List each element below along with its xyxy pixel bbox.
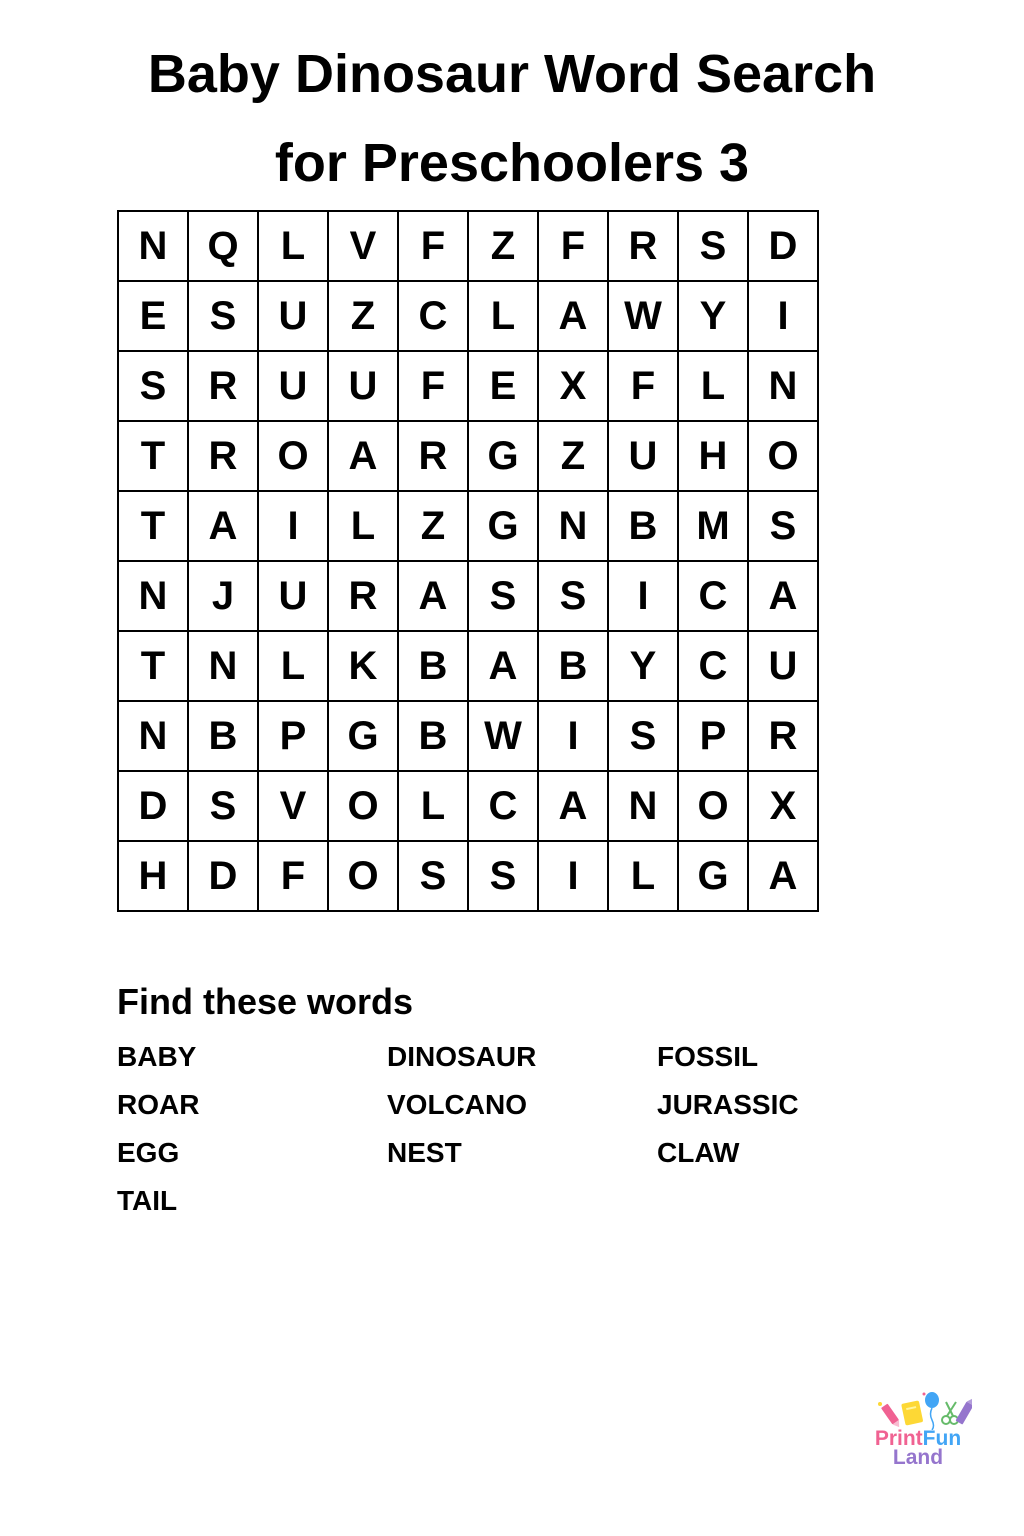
- logo-text-print: Print: [874, 1427, 923, 1450]
- grid-cell[interactable]: H: [118, 841, 188, 911]
- grid-row: [118, 491, 818, 561]
- grid-cell[interactable]: S: [748, 491, 818, 561]
- word-list-heading: Find these words: [117, 981, 414, 1022]
- grid-cell[interactable]: S: [608, 701, 678, 771]
- grid-cell[interactable]: Z: [398, 491, 468, 561]
- grid-cell[interactable]: P: [258, 701, 328, 771]
- grid-cell[interactable]: S: [468, 561, 538, 631]
- grid-row: [118, 351, 818, 421]
- grid-row: [118, 561, 818, 631]
- grid-cell[interactable]: F: [398, 211, 468, 281]
- word-list-item: NEST: [387, 1137, 462, 1168]
- word-list-item: DINOSAUR: [387, 1041, 537, 1072]
- word-list: [117, 1038, 927, 1230]
- grid-cell[interactable]: S: [468, 841, 538, 911]
- grid-cell[interactable]: U: [328, 351, 398, 421]
- logo-text-fun: Fun: [922, 1427, 962, 1450]
- grid-cell[interactable]: B: [188, 701, 258, 771]
- grid-cell[interactable]: H: [678, 421, 748, 491]
- word-list-item: JURASSIC: [657, 1089, 799, 1120]
- word-list-item: EGG: [117, 1137, 180, 1168]
- grid-cell[interactable]: L: [258, 211, 328, 281]
- grid-cell[interactable]: C: [398, 281, 468, 351]
- grid-cell[interactable]: R: [188, 421, 258, 491]
- grid-row: [118, 701, 818, 771]
- grid-cell[interactable]: N: [608, 771, 678, 841]
- grid-cell[interactable]: F: [258, 841, 328, 911]
- grid-cell[interactable]: O: [258, 421, 328, 491]
- grid-cell[interactable]: D: [188, 841, 258, 911]
- grid-cell[interactable]: L: [608, 841, 678, 911]
- word-list-item: VOLCANO: [387, 1089, 527, 1120]
- grid-cell[interactable]: X: [538, 351, 608, 421]
- word-list-item: BABY: [117, 1041, 197, 1072]
- grid-cell[interactable]: S: [538, 561, 608, 631]
- grid-cell[interactable]: I: [748, 281, 818, 351]
- grid-cell[interactable]: Q: [188, 211, 258, 281]
- grid-cell[interactable]: C: [468, 771, 538, 841]
- grid-row: [118, 211, 818, 281]
- grid-cell[interactable]: W: [468, 701, 538, 771]
- grid-cell[interactable]: A: [398, 561, 468, 631]
- grid-cell[interactable]: F: [398, 351, 468, 421]
- grid-cell[interactable]: A: [328, 421, 398, 491]
- grid-cell[interactable]: M: [678, 491, 748, 561]
- word-list-item: FOSSIL: [657, 1041, 759, 1072]
- grid-cell[interactable]: L: [398, 771, 468, 841]
- grid-cell[interactable]: W: [608, 281, 678, 351]
- grid-cell[interactable]: R: [608, 211, 678, 281]
- printfunland-logo: [868, 1390, 978, 1470]
- grid-cell[interactable]: O: [328, 841, 398, 911]
- grid-cell[interactable]: S: [678, 211, 748, 281]
- grid-cell[interactable]: N: [538, 491, 608, 561]
- word-list-item: ROAR: [117, 1089, 200, 1120]
- grid-cell[interactable]: N: [188, 631, 258, 701]
- grid-cell[interactable]: L: [258, 631, 328, 701]
- grid-cell[interactable]: E: [118, 281, 188, 351]
- word-search-grid: [117, 210, 819, 912]
- grid-row: [118, 631, 818, 701]
- logo-icons: [876, 1390, 972, 1430]
- grid-cell[interactable]: Y: [608, 631, 678, 701]
- grid-cell[interactable]: G: [328, 701, 398, 771]
- grid-cell[interactable]: K: [328, 631, 398, 701]
- grid-cell[interactable]: U: [258, 281, 328, 351]
- grid-cell[interactable]: U: [748, 631, 818, 701]
- grid-cell[interactable]: S: [398, 841, 468, 911]
- page-subtitle: for Preschoolers 3: [274, 133, 750, 193]
- grid-row: [118, 421, 818, 491]
- grid-cell[interactable]: L: [468, 281, 538, 351]
- grid-cell[interactable]: T: [118, 491, 188, 561]
- word-list-item: TAIL: [117, 1185, 178, 1216]
- grid-cell[interactable]: Y: [678, 281, 748, 351]
- grid-cell[interactable]: N: [118, 561, 188, 631]
- grid-cell[interactable]: A: [188, 491, 258, 561]
- grid-cell[interactable]: S: [118, 351, 188, 421]
- grid-cell[interactable]: P: [678, 701, 748, 771]
- grid-cell[interactable]: C: [678, 561, 748, 631]
- grid-cell[interactable]: O: [748, 421, 818, 491]
- grid-cell[interactable]: I: [258, 491, 328, 561]
- grid-cell[interactable]: J: [188, 561, 258, 631]
- grid-cell[interactable]: Z: [468, 211, 538, 281]
- grid-row: [118, 281, 818, 351]
- grid-cell[interactable]: E: [468, 351, 538, 421]
- grid-cell[interactable]: C: [678, 631, 748, 701]
- grid-cell[interactable]: U: [258, 561, 328, 631]
- grid-row: [118, 841, 818, 911]
- grid-cell[interactable]: A: [748, 561, 818, 631]
- grid-cell[interactable]: I: [608, 561, 678, 631]
- grid-cell[interactable]: A: [538, 771, 608, 841]
- grid-row: [118, 771, 818, 841]
- grid-cell[interactable]: I: [538, 701, 608, 771]
- grid-cell[interactable]: B: [538, 631, 608, 701]
- word-list-item: CLAW: [657, 1137, 740, 1168]
- grid-cell[interactable]: D: [748, 211, 818, 281]
- grid-cell[interactable]: R: [398, 421, 468, 491]
- grid-cell[interactable]: N: [118, 701, 188, 771]
- grid-cell[interactable]: G: [678, 841, 748, 911]
- grid-cell[interactable]: G: [468, 421, 538, 491]
- grid-cell[interactable]: N: [118, 211, 188, 281]
- page-title: Baby Dinosaur Word Search: [147, 44, 877, 104]
- grid-cell[interactable]: L: [328, 491, 398, 561]
- logo-text-land: Land: [892, 1446, 944, 1469]
- grid-cell[interactable]: B: [398, 701, 468, 771]
- grid-cell[interactable]: I: [538, 841, 608, 911]
- grid-cell[interactable]: T: [118, 631, 188, 701]
- grid-cell[interactable]: R: [188, 351, 258, 421]
- grid-cell[interactable]: O: [328, 771, 398, 841]
- grid-cell[interactable]: D: [118, 771, 188, 841]
- grid-cell[interactable]: T: [118, 421, 188, 491]
- grid-cell[interactable]: B: [608, 491, 678, 561]
- grid-cell[interactable]: L: [678, 351, 748, 421]
- grid-cell[interactable]: Z: [328, 281, 398, 351]
- grid-cell[interactable]: Z: [538, 421, 608, 491]
- grid-cell[interactable]: F: [608, 351, 678, 421]
- grid-cell[interactable]: R: [748, 701, 818, 771]
- grid-cell[interactable]: V: [328, 211, 398, 281]
- grid-cell[interactable]: B: [398, 631, 468, 701]
- grid-cell[interactable]: V: [258, 771, 328, 841]
- grid-cell[interactable]: X: [748, 771, 818, 841]
- grid-cell[interactable]: S: [188, 771, 258, 841]
- grid-cell[interactable]: U: [258, 351, 328, 421]
- grid-cell[interactable]: A: [748, 841, 818, 911]
- grid-cell[interactable]: A: [538, 281, 608, 351]
- grid-cell[interactable]: O: [678, 771, 748, 841]
- grid-cell[interactable]: U: [608, 421, 678, 491]
- grid-cell[interactable]: S: [188, 281, 258, 351]
- grid-cell[interactable]: G: [468, 491, 538, 561]
- grid-cell[interactable]: N: [748, 351, 818, 421]
- grid-cell[interactable]: R: [328, 561, 398, 631]
- grid-cell[interactable]: A: [468, 631, 538, 701]
- grid-cell[interactable]: F: [538, 211, 608, 281]
